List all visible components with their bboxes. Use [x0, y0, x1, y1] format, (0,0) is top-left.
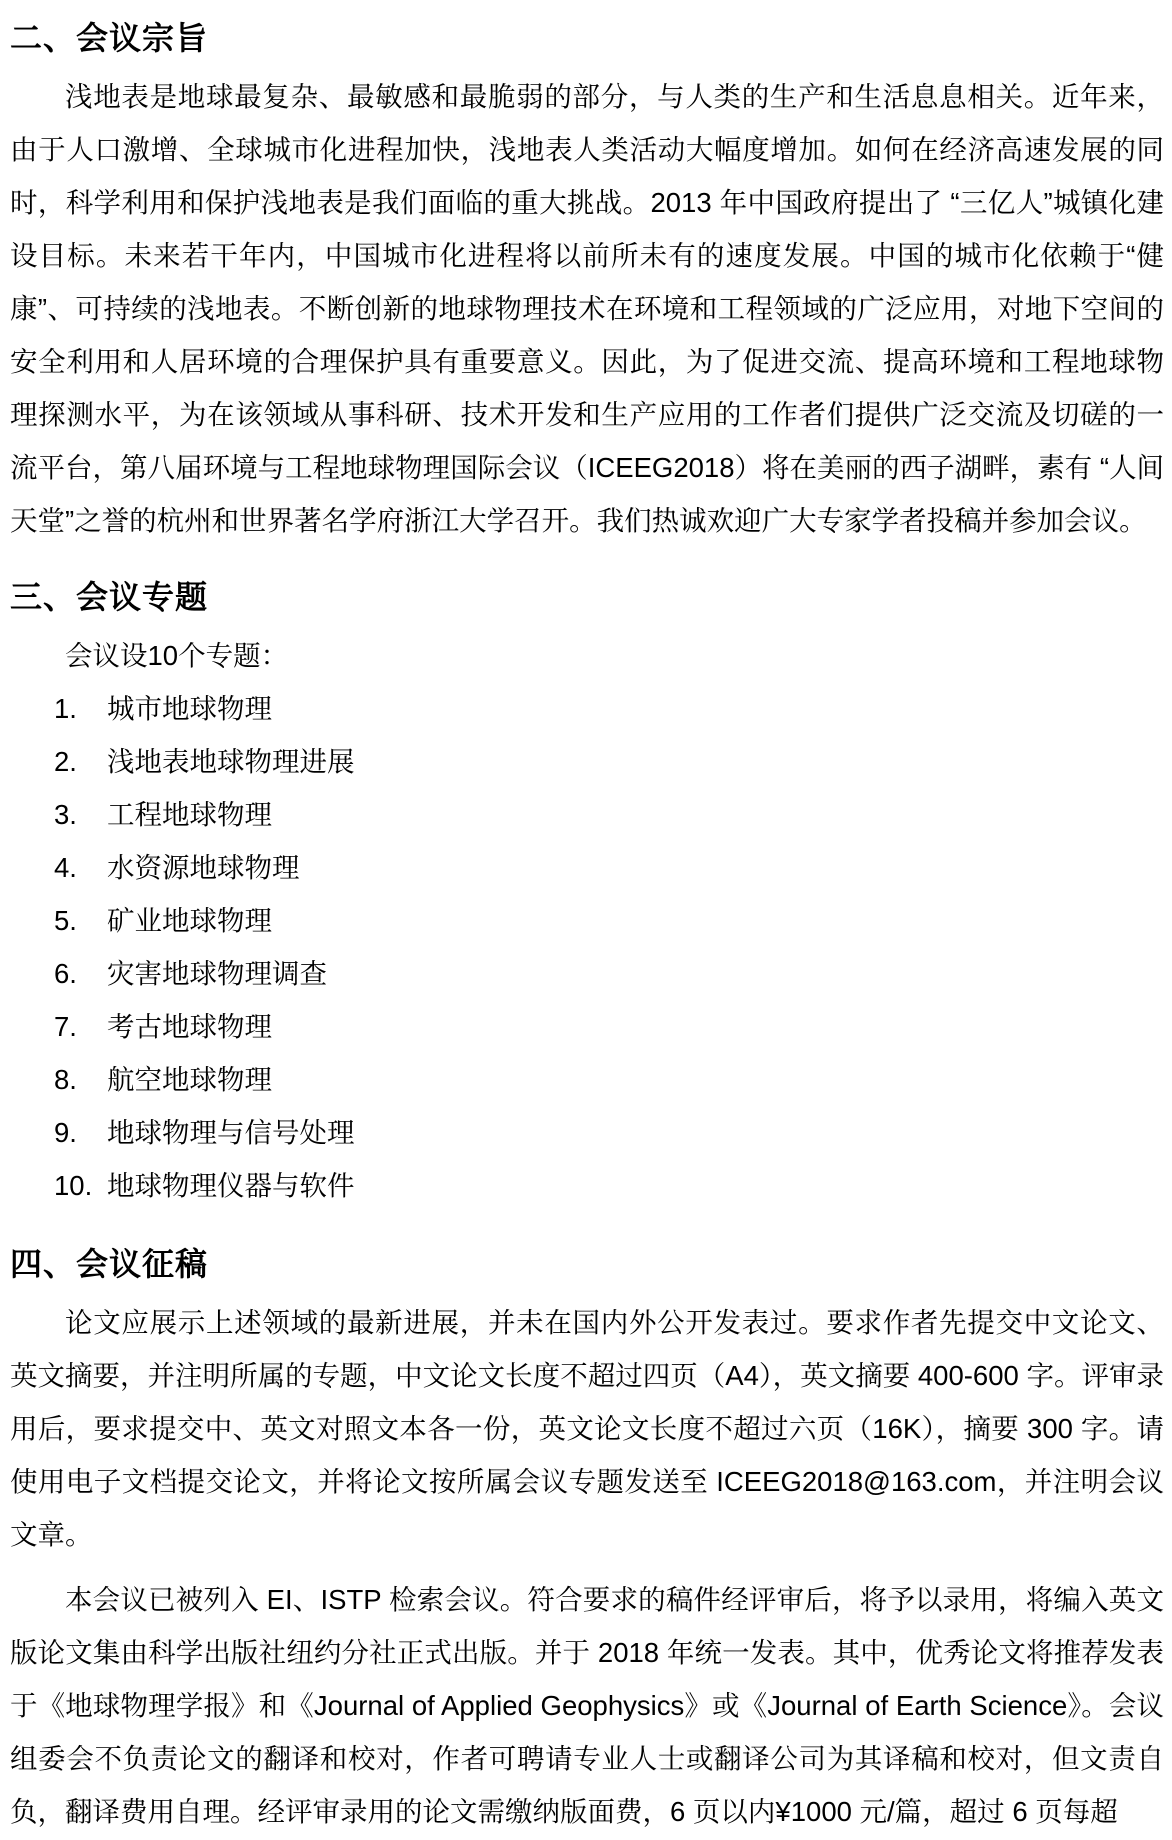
topic-label: 浅地表地球物理进展 — [107, 746, 355, 777]
topic-number: 8. — [54, 1064, 77, 1095]
topic-item-7 — [54, 1000, 1164, 1053]
topic-item-10 — [54, 1159, 1164, 1212]
section-heading-topics: 三、会议专题 — [10, 579, 209, 615]
topic-label: 灾害地球物理调查 — [107, 958, 327, 989]
topic-number: 1. — [54, 693, 77, 724]
topic-list — [10, 682, 1164, 1212]
topic-item-2 — [54, 735, 1164, 788]
cfp-paragraph-submission: 论文应展示上述领域的最新进展，并未在国内外公开发表过。要求作者先提交中文论文、英文摘要，并注明所属的专题，中文论文长度不超过四页（A4），英文摘要 400-600 字。评审录用后，要求提交中、英文对照文本各一份，英文论文长度不超过六页（16K），摘要 300 字。请使用电子文档提交论文，并将论文按所属会议专题发送至 ICEEG2018@163.com，并注明会议文章。 — [10, 1307, 1164, 1550]
cfp-paragraph-publication: 本会议已被列入 EI、ISTP 检索会议。符合要求的稿件经评审后，将予以录用，将编入英文版论文集由科学出版社纽约分社正式出版。并于 2018 年统一发表。其中，优秀论文将推荐发表于《地球物理学报》和《Journal of Applied Geophysics》或《Journal of Earth Science》。会议组委会不负责论文的翻译和校对，作者可聘请专业人士或翻译公司为其译稿和校对，但文责自负，翻译费用自理。经评审录用的论文需缴纳版面费，6 页以内¥1000 元/篇，超过 6 页每超 — [10, 1584, 1164, 1827]
topic-number: 7. — [54, 1011, 77, 1042]
topic-item-1 — [54, 682, 1164, 735]
topic-number: 2. — [54, 746, 77, 777]
section-heading-call-for-papers: 四、会议征稿 — [10, 1246, 209, 1282]
topic-label: 地球物理与信号处理 — [107, 1117, 355, 1148]
topic-label: 水资源地球物理 — [107, 852, 300, 883]
topic-item-3 — [54, 788, 1164, 841]
topic-number: 3. — [54, 799, 77, 830]
topic-label: 城市地球物理 — [107, 693, 272, 724]
topic-item-5 — [54, 894, 1164, 947]
topic-number: 10. — [54, 1170, 93, 1201]
topic-number: 4. — [54, 852, 77, 883]
topic-number: 9. — [54, 1117, 77, 1148]
section-heading-purpose: 二、会议宗旨 — [10, 20, 209, 56]
topic-label: 航空地球物理 — [107, 1064, 272, 1095]
topics-intro-line: 会议设10个专题： — [65, 640, 289, 671]
topic-item-8 — [54, 1053, 1164, 1106]
topic-number: 6. — [54, 958, 77, 989]
topic-item-6 — [54, 947, 1164, 1000]
topic-item-4 — [54, 841, 1164, 894]
topic-label: 工程地球物理 — [107, 799, 272, 830]
topic-item-9 — [54, 1106, 1164, 1159]
purpose-paragraph: 浅地表是地球最复杂、最敏感和最脆弱的部分，与人类的生产和生活息息相关。近年来，由于人口激增、全球城市化进程加快，浅地表人类活动大幅度增加。如何在经济高速发展的同时，科学利用和保护浅地表是我们面临的重大挑战。2013 年中国政府提出了 “三亿人”城镇化建设目标。未来若干年内，中国城市化进程将以前所未有的速度发展。中国的城市化依赖于“健康”、可持续的浅地表。不断创新的地球物理技术在环境和工程领域的广泛应用，对地下空间的安全利用和人居环境的合理保护具有重要意义。因此，为了促进交流、提高环境和工程地球物理探测水平，为在该领域从事科研、技术开发和生产应用的工作者们提供广泛交流及切磋的一流平台，第八届环境与工程地球物理国际会议（ICEEG2018）将在美丽的西子湖畔，素有 “人间天堂”之誉的杭州和世界著名学府浙江大学召开。我们热诚欢迎广大专家学者投稿并参加会议。 — [10, 81, 1164, 536]
topic-number: 5. — [54, 905, 77, 936]
topic-label: 考古地球物理 — [107, 1011, 272, 1042]
topic-label: 地球物理仪器与软件 — [107, 1170, 355, 1201]
topic-label: 矿业地球物理 — [107, 905, 272, 936]
